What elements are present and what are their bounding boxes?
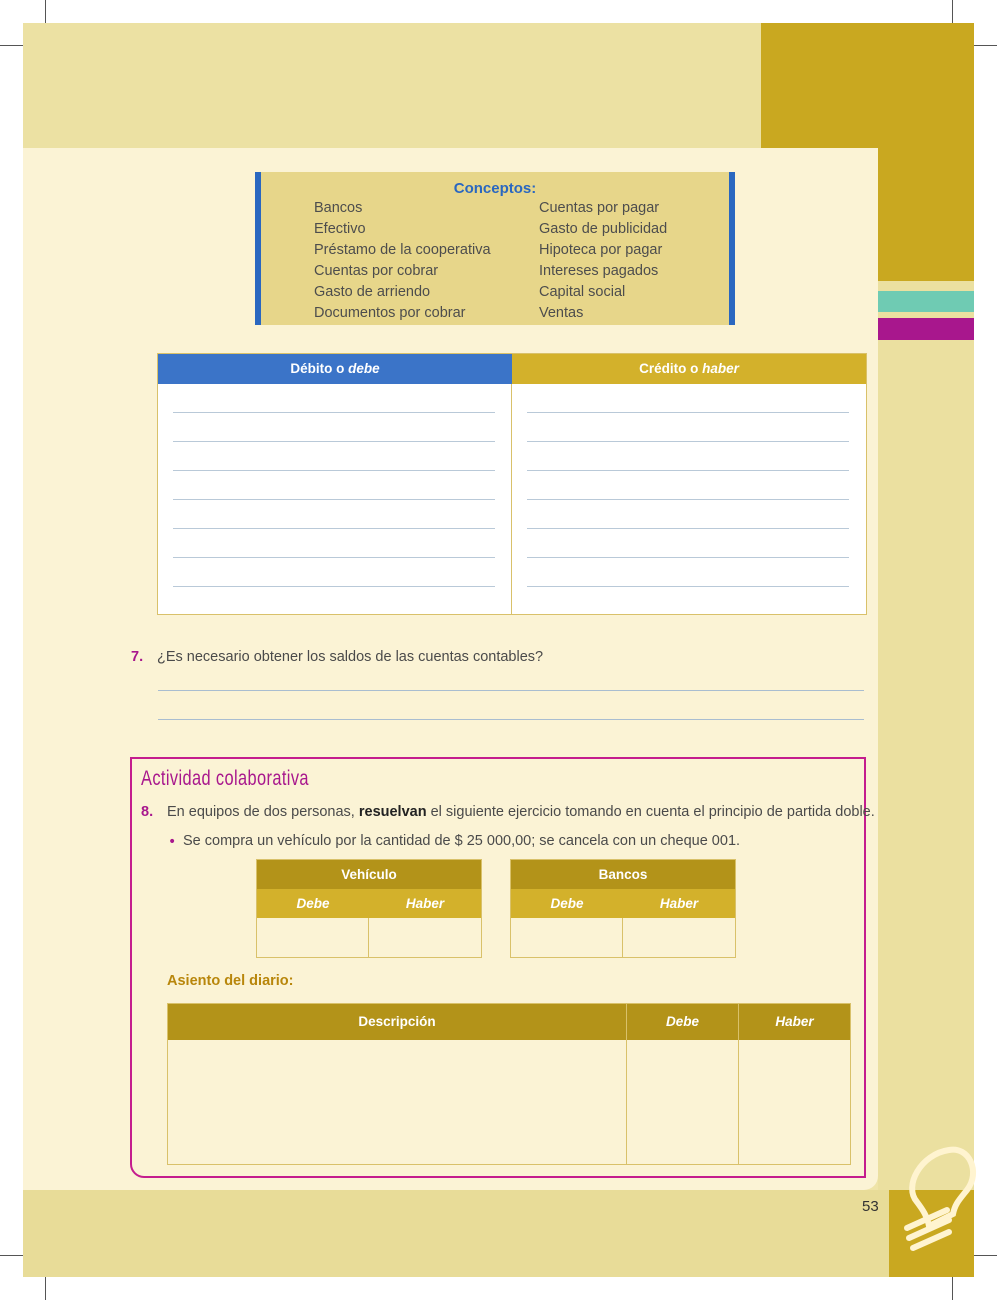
concept-item: Gasto de publicidad — [539, 221, 668, 237]
description-header: Descripción — [168, 1004, 626, 1040]
t-account-haber-header: Haber — [623, 889, 735, 918]
crop-mark — [45, 0, 46, 23]
t-account-title: Vehículo — [257, 860, 481, 889]
debit-header — [158, 354, 512, 384]
concept-item: Bancos — [314, 200, 363, 216]
t-account-debe-header: Debe — [511, 889, 623, 918]
bullet-text: Se compra un vehículo por la cantidad de $ 25 000,00; se cancela con un cheque 001. — [183, 833, 741, 849]
crop-mark — [974, 45, 997, 46]
credit-write-line[interactable] — [527, 470, 849, 471]
credit-write-line[interactable] — [527, 557, 849, 558]
diary-label: Asiento del diario: — [167, 973, 294, 989]
debit-write-line[interactable] — [173, 470, 495, 471]
crop-mark — [0, 1255, 23, 1256]
concept-item: Documentos por cobrar — [314, 305, 466, 321]
crop-mark — [45, 1277, 46, 1300]
t-account-haber-header: Haber — [369, 889, 481, 918]
concept-item: Intereses pagados — [539, 263, 659, 279]
crop-mark — [952, 0, 953, 23]
concept-item: Hipoteca por pagar — [539, 242, 663, 258]
footer-band — [23, 1190, 889, 1277]
haber-cell[interactable] — [739, 1040, 850, 1164]
question-7-text: ¿Es necesario obtener los saldos de las cuentas contables? — [157, 649, 544, 665]
description-cell[interactable] — [168, 1040, 626, 1164]
credit-write-line[interactable] — [527, 412, 849, 413]
credit-write-line[interactable] — [527, 441, 849, 442]
debit-header-italic: debe — [348, 361, 380, 376]
teal-accent-bar — [878, 291, 974, 312]
footer-gold-block — [889, 1190, 974, 1277]
debit-write-line[interactable] — [173, 412, 495, 413]
concept-item: Cuentas por cobrar — [314, 263, 439, 279]
concepts-box — [255, 172, 735, 325]
t-account-vehiculo — [256, 859, 482, 958]
question-8-text-before: En equipos de dos personas, — [167, 804, 355, 820]
crop-mark — [952, 1277, 953, 1300]
lightbulb-icon — [889, 1142, 974, 1229]
t-account-haber-cell[interactable] — [369, 918, 481, 957]
concepts-right-column — [539, 198, 667, 324]
t-account-title: Bancos — [511, 860, 735, 889]
credit-header-label: Crédito o — [639, 361, 699, 376]
t-account-debe-cell[interactable] — [511, 918, 622, 957]
page-number: 53 — [862, 1198, 879, 1215]
debit-write-line[interactable] — [173, 557, 495, 558]
answer-line[interactable] — [158, 719, 864, 720]
concept-item: Capital social — [539, 284, 626, 300]
t-account-debe-header: Debe — [257, 889, 369, 918]
concept-item: Efectivo — [314, 221, 366, 237]
haber-header: Haber — [739, 1004, 850, 1040]
concepts-title: Conceptos: — [453, 180, 537, 197]
debit-header-label: Débito o — [290, 361, 345, 376]
t-account-debe-cell[interactable] — [257, 918, 368, 957]
t-account-bancos — [510, 859, 736, 958]
concept-item: Cuentas por pagar — [539, 200, 660, 216]
question-8-number: 8. — [141, 804, 154, 820]
t-account-haber-cell[interactable] — [623, 918, 735, 957]
concept-item: Gasto de arriendo — [314, 284, 431, 300]
debe-cell[interactable] — [627, 1040, 738, 1164]
debit-credit-table — [157, 353, 867, 615]
concept-item: Préstamo de la cooperativa — [314, 242, 491, 258]
credit-header — [512, 354, 866, 384]
credit-header-italic: haber — [702, 361, 739, 376]
debit-write-line[interactable] — [173, 586, 495, 587]
concept-item: Ventas — [539, 305, 584, 321]
credit-write-line[interactable] — [527, 586, 849, 587]
debit-write-line[interactable] — [173, 441, 495, 442]
debe-header: Debe — [627, 1004, 738, 1040]
question-7-number: 7. — [131, 649, 144, 665]
crop-mark — [974, 1255, 997, 1256]
collaborative-title: Actividad colaborativa — [141, 767, 309, 790]
credit-write-line[interactable] — [527, 499, 849, 500]
credit-write-line[interactable] — [527, 528, 849, 529]
debit-write-line[interactable] — [173, 528, 495, 529]
table-divider — [511, 384, 512, 614]
question-8-text-after: el siguiente ejercicio tomando en cuenta el principio de partida doble. — [430, 804, 875, 820]
debit-write-line[interactable] — [173, 499, 495, 500]
bullet-icon: • — [168, 834, 177, 850]
question-8-text-bold: resuelvan — [358, 804, 427, 820]
concepts-left-column — [314, 198, 491, 324]
question-8-text — [167, 804, 875, 820]
answer-line[interactable] — [158, 690, 864, 691]
right-margin-strip — [878, 281, 974, 1277]
magenta-accent-bar — [878, 318, 974, 340]
crop-mark — [0, 45, 23, 46]
journal-entry-table — [167, 1003, 851, 1165]
